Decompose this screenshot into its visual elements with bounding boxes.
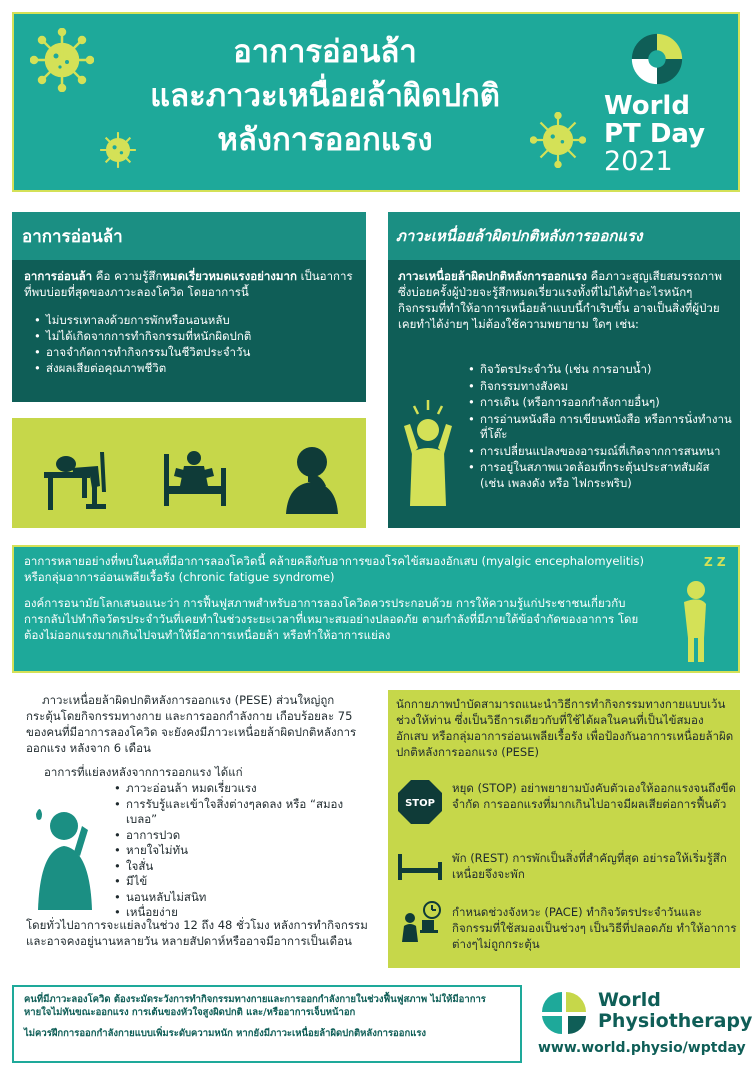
fatigue-illustrations	[12, 418, 366, 528]
fatigue-intro: อาการอ่อนล้า คือ ความรู้สึกหมดเรี่ยวหมดแรงอย่างมาก เป็นอาการที่พบบ่อยที่สุดของภาวะลองโควิด โดยอาการนี้	[24, 269, 353, 299]
info-paragraph-1: อาการหลายอย่างที่พบในคนที่มีอาการลองโควิดนี้ คล้ายคลึงกับอาการของโรคไข้สมองอักเสบ (myalgic encephalomyelitis) หรือกลุ่มอาการอ่อนเพลียเรื้อรัง (chronic fatigue syndrome)	[24, 554, 644, 584]
title-line-2: และภาวะเหนื่อยล้าผิดปกติ	[150, 78, 500, 114]
fatigue-body	[12, 260, 366, 402]
person-in-bed-icon	[162, 448, 228, 508]
brand-physiotherapy: Physiotherapy	[598, 1010, 753, 1032]
zzz-text: Z Z	[704, 555, 726, 569]
list-item: • กิจวัตรประจำวัน (เช่น การอาบน้ำ)	[468, 362, 733, 378]
world-pt-day-brand	[604, 92, 705, 176]
worsening-symptoms-list	[114, 781, 364, 921]
world-physiotherapy-logo	[540, 990, 590, 1034]
info-band	[12, 545, 740, 673]
rest-advice: พัก (REST) การพักเป็นสิ่งที่สำคัญที่สุด อย่ารอให้เริ่มรู้สึกเหนื่อยจึงจะพัก	[452, 851, 727, 881]
brand-world: World	[604, 91, 690, 121]
pacing-intro: นักกายภาพบำบัดสามารถแนะนำวิธีการทำกิจกรรมทางกายแบบเว้นช่วงให้ท่าน ซึ่งเป็นวิธีการเดียวกับที่ใช้ได้ผลในคนที่เป็นไข้สมองอักเสบ หรือกลุ่มอาการอ่อนเพลียเรื้อรัง เพื่อป้องกันอาการเหนื่อยล้าผิดปกติหลังการออกแรง (PESE)	[396, 697, 734, 759]
pese-intro: ภาวะเหนื่อยล้าผิดปกติหลังการออกแรง คือภาวะสูญเสียสมรรถภาพ ซึ่งบ่อยครั้งผู้ป่วยจะรู้สึกหมดเรี่ยวแรงทั้งที่ไม่ได้ทำอะไรหนักๆ กิจกรรมที่ทำให้อาการเหนื่อยล้าแบบนี้กำเริบขึ้น อาจเป็นสิ่งที่ผู้ป่วยเคยทำได้ง่ายๆ ไม่ต้องใช้ความพยายาม ใดๆ เช่น:	[398, 269, 722, 331]
list-item: • การเดิน (หรือการออกกำลังกายอื่นๆ)	[468, 395, 733, 411]
bed-icon	[396, 850, 444, 882]
list-item: • เหนื่อยง่าย	[114, 905, 364, 921]
list-item: • อาจจำกัดการทำกิจกรรมในชีวิตประจำวัน	[38, 344, 354, 360]
pese-triggers-list	[468, 362, 733, 492]
safety-note-1: คนที่มีภาวะลองโควิด ต้องระมัดระวังการทำกิจกรรมทางกายและการออกกำลังกายในช่วงฟื้นฟูสภาพ ไม่ให้มีอาการหายใจไม่ทันขณะออกแรง การเต้นของหัวใจสูงผิดปกติ และ/หรืออาการเจ็บหน้าอก	[24, 994, 486, 1018]
safety-note	[12, 985, 522, 1063]
stressed-person-icon	[400, 396, 456, 506]
stop-sign-label: STOP	[405, 798, 435, 809]
page-title	[90, 30, 560, 162]
person-holding-head-icon	[280, 438, 344, 514]
list-item: • ไม่ได้เกิดจากการทำกิจกรรมที่หนักผิดปกติ	[38, 328, 354, 344]
person-at-laptop-clock-icon	[396, 900, 444, 944]
list-item: • มีไข้	[114, 874, 364, 890]
list-item: • ใจสั่น	[114, 859, 364, 875]
virus-icon	[30, 28, 94, 92]
website-link[interactable]: www.world.physio/wptday	[538, 1040, 746, 1056]
sweating-person-icon	[30, 800, 100, 910]
pese-explanation: ภาวะเหนื่อยล้าผิดปกติหลังการออกแรง (PESE) ส่วนใหญ่ถูกกระตุ้นโดยกิจกรรมทางกาย และการออกกำลังกาย เกือบร้อยละ 75 ของคนที่มีอาการลองโควิด จะยังคงมีภาวะเหนื่อยล้าผิดปกติหลังการออกแรง หลังจาก 6 เดือน	[26, 693, 357, 755]
brand-year: 2021	[604, 146, 673, 177]
world-physiotherapy-brand	[598, 990, 752, 1032]
world-pt-day-logo	[628, 30, 686, 88]
title-line-3: หลังการออกแรง	[217, 122, 433, 158]
person-slumped-at-desk-icon	[42, 442, 114, 512]
stop-sign-icon	[396, 778, 444, 826]
fatigue-list	[38, 312, 354, 376]
worsening-symptoms-heading: อาการที่แย่ลงหลังจากการออกแรง ได้แก่	[44, 765, 243, 779]
list-item: • นอนหลับไม่สนิท	[114, 890, 364, 906]
list-item: • การรับรู้และเข้าใจสิ่งต่างๆลดลง หรือ “สมองเบลอ”	[114, 797, 364, 828]
safety-note-2: ไม่ควรฝึกการออกกำลังกายแบบเพิ่มระดับความหนัก หากยังมีภาวะเหนื่อยล้าผิดปกติหลังการออกแรง	[24, 1028, 427, 1039]
list-item: • ภาวะอ่อนล้า หมดเรี่ยวแรง	[114, 781, 364, 797]
pese-heading: ภาวะเหนื่อยล้าผิดปกติหลังการออกแรง	[388, 212, 740, 260]
list-item: • ไม่บรรเทาลงด้วยการพักหรือนอนหลับ	[38, 312, 354, 328]
list-item: • ส่งผลเสียต่อคุณภาพชีวิต	[38, 360, 354, 376]
list-item: • กิจกรรมทางสังคม	[468, 379, 733, 395]
tired-person-icon	[670, 552, 730, 662]
title-line-1: อาการอ่อนล้า	[233, 34, 417, 70]
brand-world: World	[598, 989, 661, 1011]
list-item: • การอ่านหนังสือ การเขียนหนังสือ หรือการนั่งทำงานที่โต๊ะ	[468, 412, 733, 443]
list-item: • หายใจไม่ทัน	[114, 843, 364, 859]
brand-pt-day: PT Day	[604, 119, 706, 149]
info-paragraph-2: องค์การอนามัยโลกเสนอแนะว่า การฟื้นฟูสภาพสำหรับอาการลองโควิดควรประกอบด้วย การให้ความรู้แก่ประชาชนเกี่ยวกับการกลับไปทำกิจวัตรประจำวันที่เคยทำในช่วงระยะเวลาที่เหมาะสมอย่างปลอดภัย ตามกำลังที่มีภายใต้ข้อจำกัดของอาการ โดยต้องไม่ออกแรงมากเกินไปจนทำให้มีอาการเหนื่อยล้า หรือทำให้อาการแย่ลง	[24, 596, 639, 642]
list-item: • อาการปวด	[114, 828, 364, 844]
stop-advice: หยุด (STOP) อย่าพยายามบังคับตัวเองให้ออกแรงจนถึงขีดจำกัด การออกแรงที่มากเกินไปอาจมีผลเสียต่อการฟื้นตัว	[452, 781, 737, 811]
pace-advice: กำหนดช่วงจังหวะ (PACE) ทำกิจวัตรประจำวันและกิจกรรมที่ใช้สมองเป็นช่วงๆ เป็นวิธีที่ปลอดภัย ทำให้อาการต่างๆไม่ถูกกระตุ้น	[452, 905, 737, 951]
fatigue-heading: อาการอ่อนล้า	[12, 212, 366, 260]
list-item: • การเปลี่ยนแปลงของอารมณ์ที่เกิดจากการสนทนา	[468, 444, 733, 460]
list-item: • การอยู่ในสภาพแวดล้อมที่กระตุ้นประสาทสัมผัส (เช่น เพลงดัง หรือ ไฟกระพริบ)	[468, 460, 733, 491]
symptom-duration-note: โดยทั่วไปอาการจะแย่ลงในช่วง 12 ถึง 48 ชั่วโมง หลังการทำกิจกรรม และอาจคงอยู่นานหลายวัน หลายสัปดาห์หรืออาจมีอาการเป็นเดือน	[26, 918, 368, 948]
